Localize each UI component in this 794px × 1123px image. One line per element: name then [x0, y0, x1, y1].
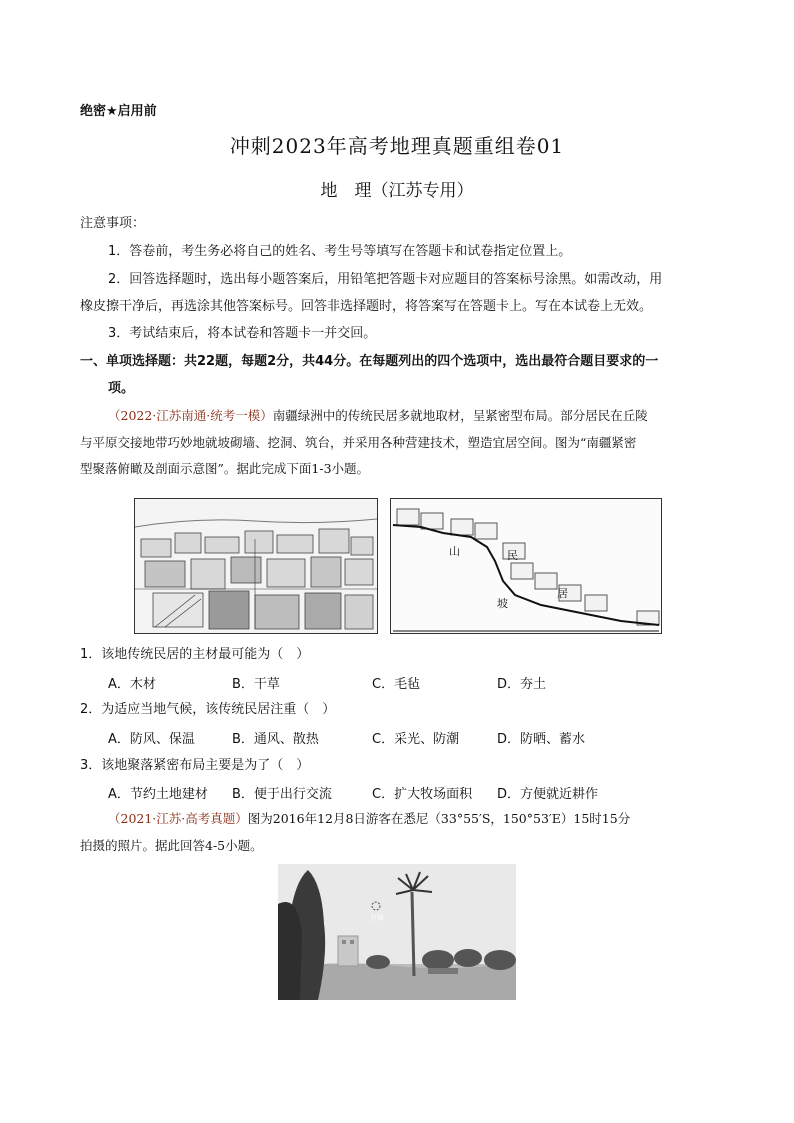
- note-2-line-2: 橡皮擦干净后，再选涂其他答案标号。回答非选择题时，将答案写在答题卡上。写在本试卷上无效。: [80, 299, 653, 314]
- q3-option-c[interactable]: C．扩大牧场面积: [372, 787, 473, 802]
- q3-option-d[interactable]: D．方便就近耕作: [497, 787, 599, 802]
- label-shan: 山: [449, 545, 460, 558]
- q1-option-d[interactable]: D．夯土: [497, 677, 547, 692]
- note-2-line-1: 2．回答选择题时，选出每小题答案后，用铅笔把答题卡对应题目的答案标号涂黑。如需改动，用: [108, 272, 663, 287]
- section-diagram-drawing: [391, 499, 661, 633]
- section-heading-line-1: 一、单项选择题：共22题，每题2分，共44分。在每题列出的四个选项中，选出最符合题目要求的一: [80, 354, 659, 369]
- passage-2-text-1: 图为2016年12月8日游客在悉尼（33°55′S，150°53′E）15时15分: [247, 811, 631, 826]
- question-1-stem: 1．该地传统民居的主材最可能为（ ）: [80, 647, 310, 662]
- question-3-stem: 3．该地聚落紧密布局主要是为了（ ）: [80, 758, 310, 773]
- q3-option-b[interactable]: B．便于出行交流: [232, 787, 332, 802]
- page-title: 冲刺2023年高考地理真题重组卷01: [229, 134, 565, 158]
- q2-option-c[interactable]: C．采光、防潮: [372, 732, 460, 747]
- label-po: 坡: [497, 597, 508, 610]
- q2-option-a[interactable]: A．防风、保温: [108, 732, 195, 747]
- passage-1-line-3: 型聚落俯瞰及剖面示意图”。据此完成下面1-3小题。: [80, 461, 370, 476]
- section-heading-line-2: 项。: [108, 381, 135, 396]
- hillside-section-diagram: [390, 498, 662, 634]
- settlement-sketch-drawing: [135, 499, 377, 633]
- q3-option-a[interactable]: A．节约土地建材: [108, 787, 208, 802]
- passage-1-line-1: [108, 406, 648, 426]
- note-1: 1．答卷前，考生务必将自己的姓名、考生号等填写在答题卡和试卷指定位置上。: [108, 244, 572, 259]
- confidential-mark: 绝密★启用前: [80, 104, 157, 119]
- label-min: 民: [507, 549, 518, 562]
- passage-1-source: （2022·江苏南通·统考一模）: [108, 408, 273, 423]
- moon-label: 月球: [370, 914, 384, 922]
- q2-option-b[interactable]: B．通风、散热: [232, 732, 319, 747]
- q2-option-d[interactable]: D．防晒、蓄水: [497, 732, 586, 747]
- q1-option-b[interactable]: B．干草: [232, 677, 280, 692]
- passage-1-line-2: 与平原交接地带巧妙地就坡砌墙、挖洞、筑台，并采用各种营建技术，塑造宜居空间。图为“南疆紧密: [80, 435, 637, 450]
- notes-heading: 注意事项：: [80, 216, 146, 231]
- passage-1-text-1: 南疆绿洲中的传统民居多就地取材，呈紧密型布局。部分居民在丘陵: [272, 408, 648, 423]
- question-2-stem: 2．为适应当地气候，该传统民居注重（ ）: [80, 702, 336, 717]
- sydney-photo-drawing: [278, 864, 516, 1000]
- sydney-photo: [278, 864, 516, 1000]
- label-ju: 居: [557, 587, 568, 600]
- note-3: 3．考试结束后，将本试卷和答题卡一并交回。: [108, 326, 377, 341]
- passage-2-source: （2021·江苏·高考真题）: [108, 811, 248, 826]
- q1-option-a[interactable]: A．木材: [108, 677, 156, 692]
- q1-option-c[interactable]: C．毛毡: [372, 677, 421, 692]
- page-subtitle: 地 理（江苏专用）: [320, 181, 474, 201]
- settlement-aerial-sketch: [134, 498, 378, 634]
- passage-2-line-1: [108, 809, 630, 829]
- passage-2-line-2: 拍摄的照片。据此回答4-5小题。: [80, 838, 263, 853]
